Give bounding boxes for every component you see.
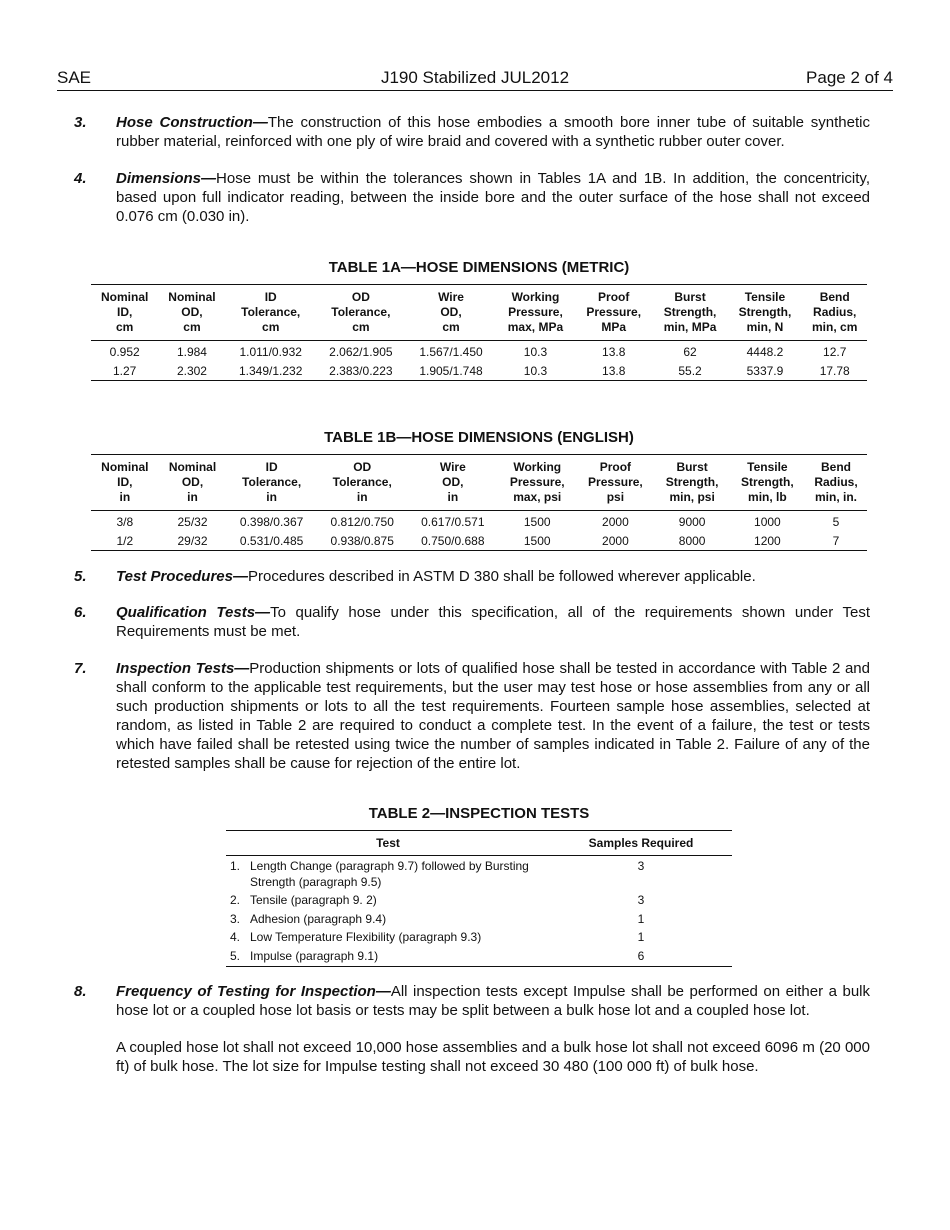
table-cell: 1000 — [754, 515, 781, 529]
table-cell: 10.3 — [496, 362, 575, 381]
test-number: 3. — [230, 911, 241, 926]
table-cell: 12.7 — [823, 345, 847, 359]
column-header-line: min, in. — [815, 490, 857, 504]
section-title: Inspection Tests— — [116, 660, 250, 677]
table-cell: 1.27 — [91, 362, 158, 381]
table-1a — [91, 284, 867, 381]
table-cell: 4448.2 — [746, 345, 784, 359]
table-cell: 1.349/1.232 — [226, 362, 316, 381]
section-7 — [74, 659, 870, 773]
table-cell: 0.531/0.485 — [226, 532, 317, 551]
samples-required: 1 — [637, 911, 645, 926]
column-header — [406, 285, 496, 341]
column-header-line: Bend — [821, 460, 851, 474]
column-header — [653, 285, 728, 341]
table-row — [226, 892, 732, 911]
column-header-line: cm — [115, 320, 134, 334]
column-header-line: max, psi — [513, 490, 562, 504]
column-header-line: ID, — [117, 475, 133, 489]
samples-required: 3 — [637, 859, 645, 873]
column-header — [802, 285, 867, 341]
table-cell: 2.302 — [158, 362, 225, 381]
table-row — [226, 910, 732, 929]
column-header-line: cm — [262, 320, 280, 334]
page-header — [57, 68, 893, 91]
samples-required: 3 — [637, 893, 645, 907]
section-text: A coupled hose lot shall not exceed 10,000 hose assemblies and a bulk hose lot shall not exceed 6096 m (20 000 ft) of bulk hose. The lot size for Impulse testing shall not exceed 30 480 (100 000 ft) of bulk hose. — [116, 1039, 870, 1075]
column-header — [496, 285, 575, 341]
section-title: Test Procedures— — [116, 568, 248, 585]
section-text: The construction of this hose embodies a smooth bore inner tube of suitable synthetic rubber material, reinforced with one ply of wire braid and covered with a synthetic rubber outer cover. — [116, 114, 870, 150]
table-row — [91, 362, 867, 381]
test-number: 5. — [226, 947, 250, 966]
section-text: Hose must be within the tolerances shown in Tables 1A and 1B. In addition, the concentricity, based upon full indicator reading, between the inside bore and the outer surface of the hose shall not exceed 0.076 cm (0.030 in). — [116, 170, 870, 225]
table-cell: 25/32 — [177, 515, 208, 529]
column-header-line: Working — [511, 290, 560, 304]
column-header-line: ID — [265, 460, 278, 474]
table-cell: 1500 — [498, 532, 576, 551]
column-header-line: Tolerance, — [332, 475, 392, 489]
table-row — [91, 511, 867, 533]
section-4 — [74, 169, 870, 226]
table-2 — [226, 830, 732, 967]
table-cell: 1500 — [523, 515, 551, 529]
table-cell: 7 — [805, 532, 867, 551]
section-text: Procedures described in ASTM D 380 shall be followed wherever applicable. — [248, 568, 756, 585]
column-header-line: Nominal — [168, 290, 216, 304]
section-title: Dimensions— — [116, 170, 217, 187]
table-cell: 1/2 — [91, 532, 159, 551]
column-header-line: Strength, — [665, 475, 719, 489]
column-header-line: OD — [353, 460, 372, 474]
column-header-line: Burst — [676, 460, 708, 474]
column-header-line: MPa — [601, 320, 627, 334]
column-header-line: cm — [442, 320, 460, 334]
column-header — [226, 455, 317, 511]
column-header-line: Pressure, — [588, 475, 643, 489]
column-header-line: in — [266, 490, 277, 504]
table-cell: 5 — [832, 515, 840, 529]
column-header-line: cm — [183, 320, 201, 334]
column-header-line: Wire — [438, 290, 464, 304]
table-cell: 1.011/0.932 — [239, 345, 302, 359]
column-header-line: psi — [606, 490, 625, 504]
section-6 — [74, 603, 870, 641]
section-3 — [74, 113, 870, 151]
section-number: 8. — [74, 983, 87, 1000]
table-cell: 55.2 — [653, 362, 728, 381]
column-header-line: Tensile — [747, 460, 788, 474]
table-cell: 0.617/0.571 — [421, 515, 485, 529]
column-header — [91, 455, 159, 511]
section-5 — [74, 567, 870, 586]
table-header-row — [91, 285, 867, 341]
table-cell: 9000 — [678, 515, 706, 529]
table-cell: 3/8 — [116, 515, 134, 529]
column-header — [576, 455, 654, 511]
column-header-line: OD, — [442, 475, 464, 489]
column-header-line: min, psi — [669, 490, 715, 504]
section-text: To qualify hose under this specification, all of the requirements shown under Test Requirements must be met. — [116, 604, 871, 640]
table-cell: 1200 — [730, 532, 805, 551]
column-header-line: min, cm — [812, 320, 858, 334]
section-title: Qualification Tests— — [116, 604, 271, 621]
table-cell: 17.78 — [802, 362, 867, 381]
column-header-line: OD, — [181, 475, 204, 489]
test-name: Adhesion (paragraph 9.4) — [250, 911, 387, 926]
column-header-line: Tensile — [744, 290, 786, 304]
section-text: All inspection tests except Impulse shall be performed on either a bulk hose lot or a coupled hose lot basis or tests may be split between a bulk hose lot and a coupled hose lot. — [116, 983, 870, 1019]
column-header-line: Bend — [819, 290, 850, 304]
test-name: Length Change (paragraph 9.7) followed by Bursting Strength (paragraph 9.5) — [250, 859, 529, 889]
table-cell: 1.984 — [176, 345, 207, 359]
table-cell: 2000 — [602, 515, 629, 529]
table-cell: 0.398/0.367 — [239, 515, 304, 529]
header-org: SAE — [57, 68, 92, 87]
column-header-line: min, MPa — [663, 320, 717, 334]
column-header-line: Strength, — [741, 475, 794, 489]
table-cell: 1.905/1.748 — [406, 362, 496, 381]
table-row — [226, 929, 732, 948]
table-cell: 2.062/1.905 — [329, 345, 393, 359]
column-header-line: OD, — [440, 305, 462, 319]
section-number: 6. — [74, 604, 87, 621]
column-header — [728, 285, 803, 341]
column-header-line: Tolerance, — [331, 305, 391, 319]
table-cell: 0.750/0.688 — [408, 532, 499, 551]
column-header — [316, 285, 406, 341]
table-cell: 10.3 — [523, 345, 548, 359]
table-2-caption: TABLE 2—INSPECTION TESTS — [368, 805, 590, 822]
column-header-line: Strength, — [663, 305, 717, 319]
table-cell: 8000 — [654, 532, 729, 551]
column-header — [498, 455, 576, 511]
column-header-line: Pressure, — [508, 305, 563, 319]
column-header — [408, 455, 499, 511]
column-header-line: Working — [513, 460, 562, 474]
table-cell: 0.812/0.750 — [330, 515, 394, 529]
table-cell: 2000 — [576, 532, 654, 551]
section-title: Hose Construction— — [116, 114, 268, 131]
column-header-line: ID, — [116, 305, 133, 319]
column-header — [159, 455, 227, 511]
test-number: 2. — [230, 893, 241, 907]
section-8 — [74, 982, 870, 1020]
column-header-line: min, N — [746, 320, 784, 334]
section-8-paragraph-2 — [74, 1038, 870, 1076]
header-doc-id: J190 Stabilized JUL2012 — [380, 68, 570, 87]
section-number: 4. — [74, 170, 87, 187]
samples-required: 6 — [550, 947, 732, 966]
test-name: Impulse (paragraph 9.1) — [250, 947, 550, 966]
column-header-line: Tolerance, — [242, 475, 302, 489]
table-cell: 0.952 — [109, 345, 140, 359]
table-cell: 13.8 — [575, 362, 653, 381]
column-header-line: in — [356, 490, 368, 504]
test-name: Tensile (paragraph 9. 2) — [250, 893, 377, 907]
column-header-line: Nominal — [101, 460, 149, 474]
column-header-line: Proof — [599, 460, 632, 474]
table-cell: 13.8 — [602, 345, 626, 359]
column-header-line: Pressure, — [509, 475, 565, 489]
column-header — [654, 455, 729, 511]
column-header-line: OD, — [181, 305, 203, 319]
samples-required: 1 — [637, 930, 645, 944]
table-cell: 1.567/1.450 — [419, 345, 483, 359]
column-header-line: Proof — [598, 290, 630, 304]
column-header-line: Wire — [439, 460, 466, 474]
table-row — [226, 947, 732, 966]
column-header-line: in — [187, 490, 198, 504]
test-number: 4. — [230, 930, 241, 944]
section-text: Production shipments or lots of qualified hose shall be tested in accordance with Table 2 and shall conform to the applicable test requirements, but the user may test hose or hose assemblies from any or all such production shipments or lots to all the test requirements. Fourteen sample hose assemblies, selected at random, as listed in Table 2 are required to conduct a complete test. In the event of a failure, the test or tests which have failed shall be retested using twice the number of samples indicated in Table 2. Failure of any of the retested samples shall be cause for rejection of the entire lot. — [116, 660, 870, 772]
column-header-line: max, MPa — [507, 320, 564, 334]
column-header-line: Burst — [674, 290, 706, 304]
table-1b — [91, 454, 867, 551]
section-number: 3. — [74, 114, 87, 131]
header-page-number: Page 2 of 4 — [806, 68, 893, 87]
column-header — [730, 455, 805, 511]
table-cell: 5337.9 — [728, 362, 803, 381]
table-cell: 62 — [683, 345, 697, 359]
test-name: Low Temperature Flexibility (paragraph 9.3) — [250, 930, 482, 944]
table-cell: 29/32 — [159, 532, 227, 551]
column-header-line: Pressure, — [586, 305, 642, 319]
column-header-line: in — [447, 490, 459, 504]
column-header-line: OD — [351, 290, 370, 304]
column-header-test: Test — [226, 831, 550, 856]
section-title: Frequency of Testing for Inspection— — [116, 983, 391, 1000]
column-header — [158, 285, 225, 341]
table-1b-caption: TABLE 1B—HOSE DIMENSIONS (ENGLISH) — [324, 429, 634, 446]
table-cell: 2.383/0.223 — [316, 362, 406, 381]
section-number: 5. — [74, 568, 87, 585]
table-row — [91, 532, 867, 551]
column-header — [575, 285, 653, 341]
column-header-line: cm — [352, 320, 370, 334]
column-header-line: Nominal — [168, 460, 217, 474]
column-header-line: Strength, — [738, 305, 792, 319]
table-header-row — [91, 455, 867, 511]
column-header-line: Nominal — [100, 290, 149, 304]
table-row — [91, 341, 867, 363]
column-header-line: Radius, — [814, 475, 858, 489]
table-header-row — [226, 831, 732, 856]
column-header-samples: Samples Required — [550, 831, 732, 856]
column-header — [317, 455, 408, 511]
column-header-line: ID — [264, 290, 277, 304]
column-header — [226, 285, 316, 341]
test-number: 1. — [230, 859, 241, 873]
column-header — [805, 455, 867, 511]
column-header — [91, 285, 158, 341]
column-header-line: Radius, — [813, 305, 857, 319]
table-row — [226, 856, 732, 892]
section-number: 7. — [74, 660, 87, 677]
table-1a-caption: TABLE 1A—HOSE DIMENSIONS (METRIC) — [328, 259, 630, 276]
table-cell: 0.938/0.875 — [317, 532, 408, 551]
column-header-line: min, lb — [748, 490, 787, 504]
column-header-line: Tolerance, — [241, 305, 301, 319]
column-header-line: in — [119, 490, 131, 504]
